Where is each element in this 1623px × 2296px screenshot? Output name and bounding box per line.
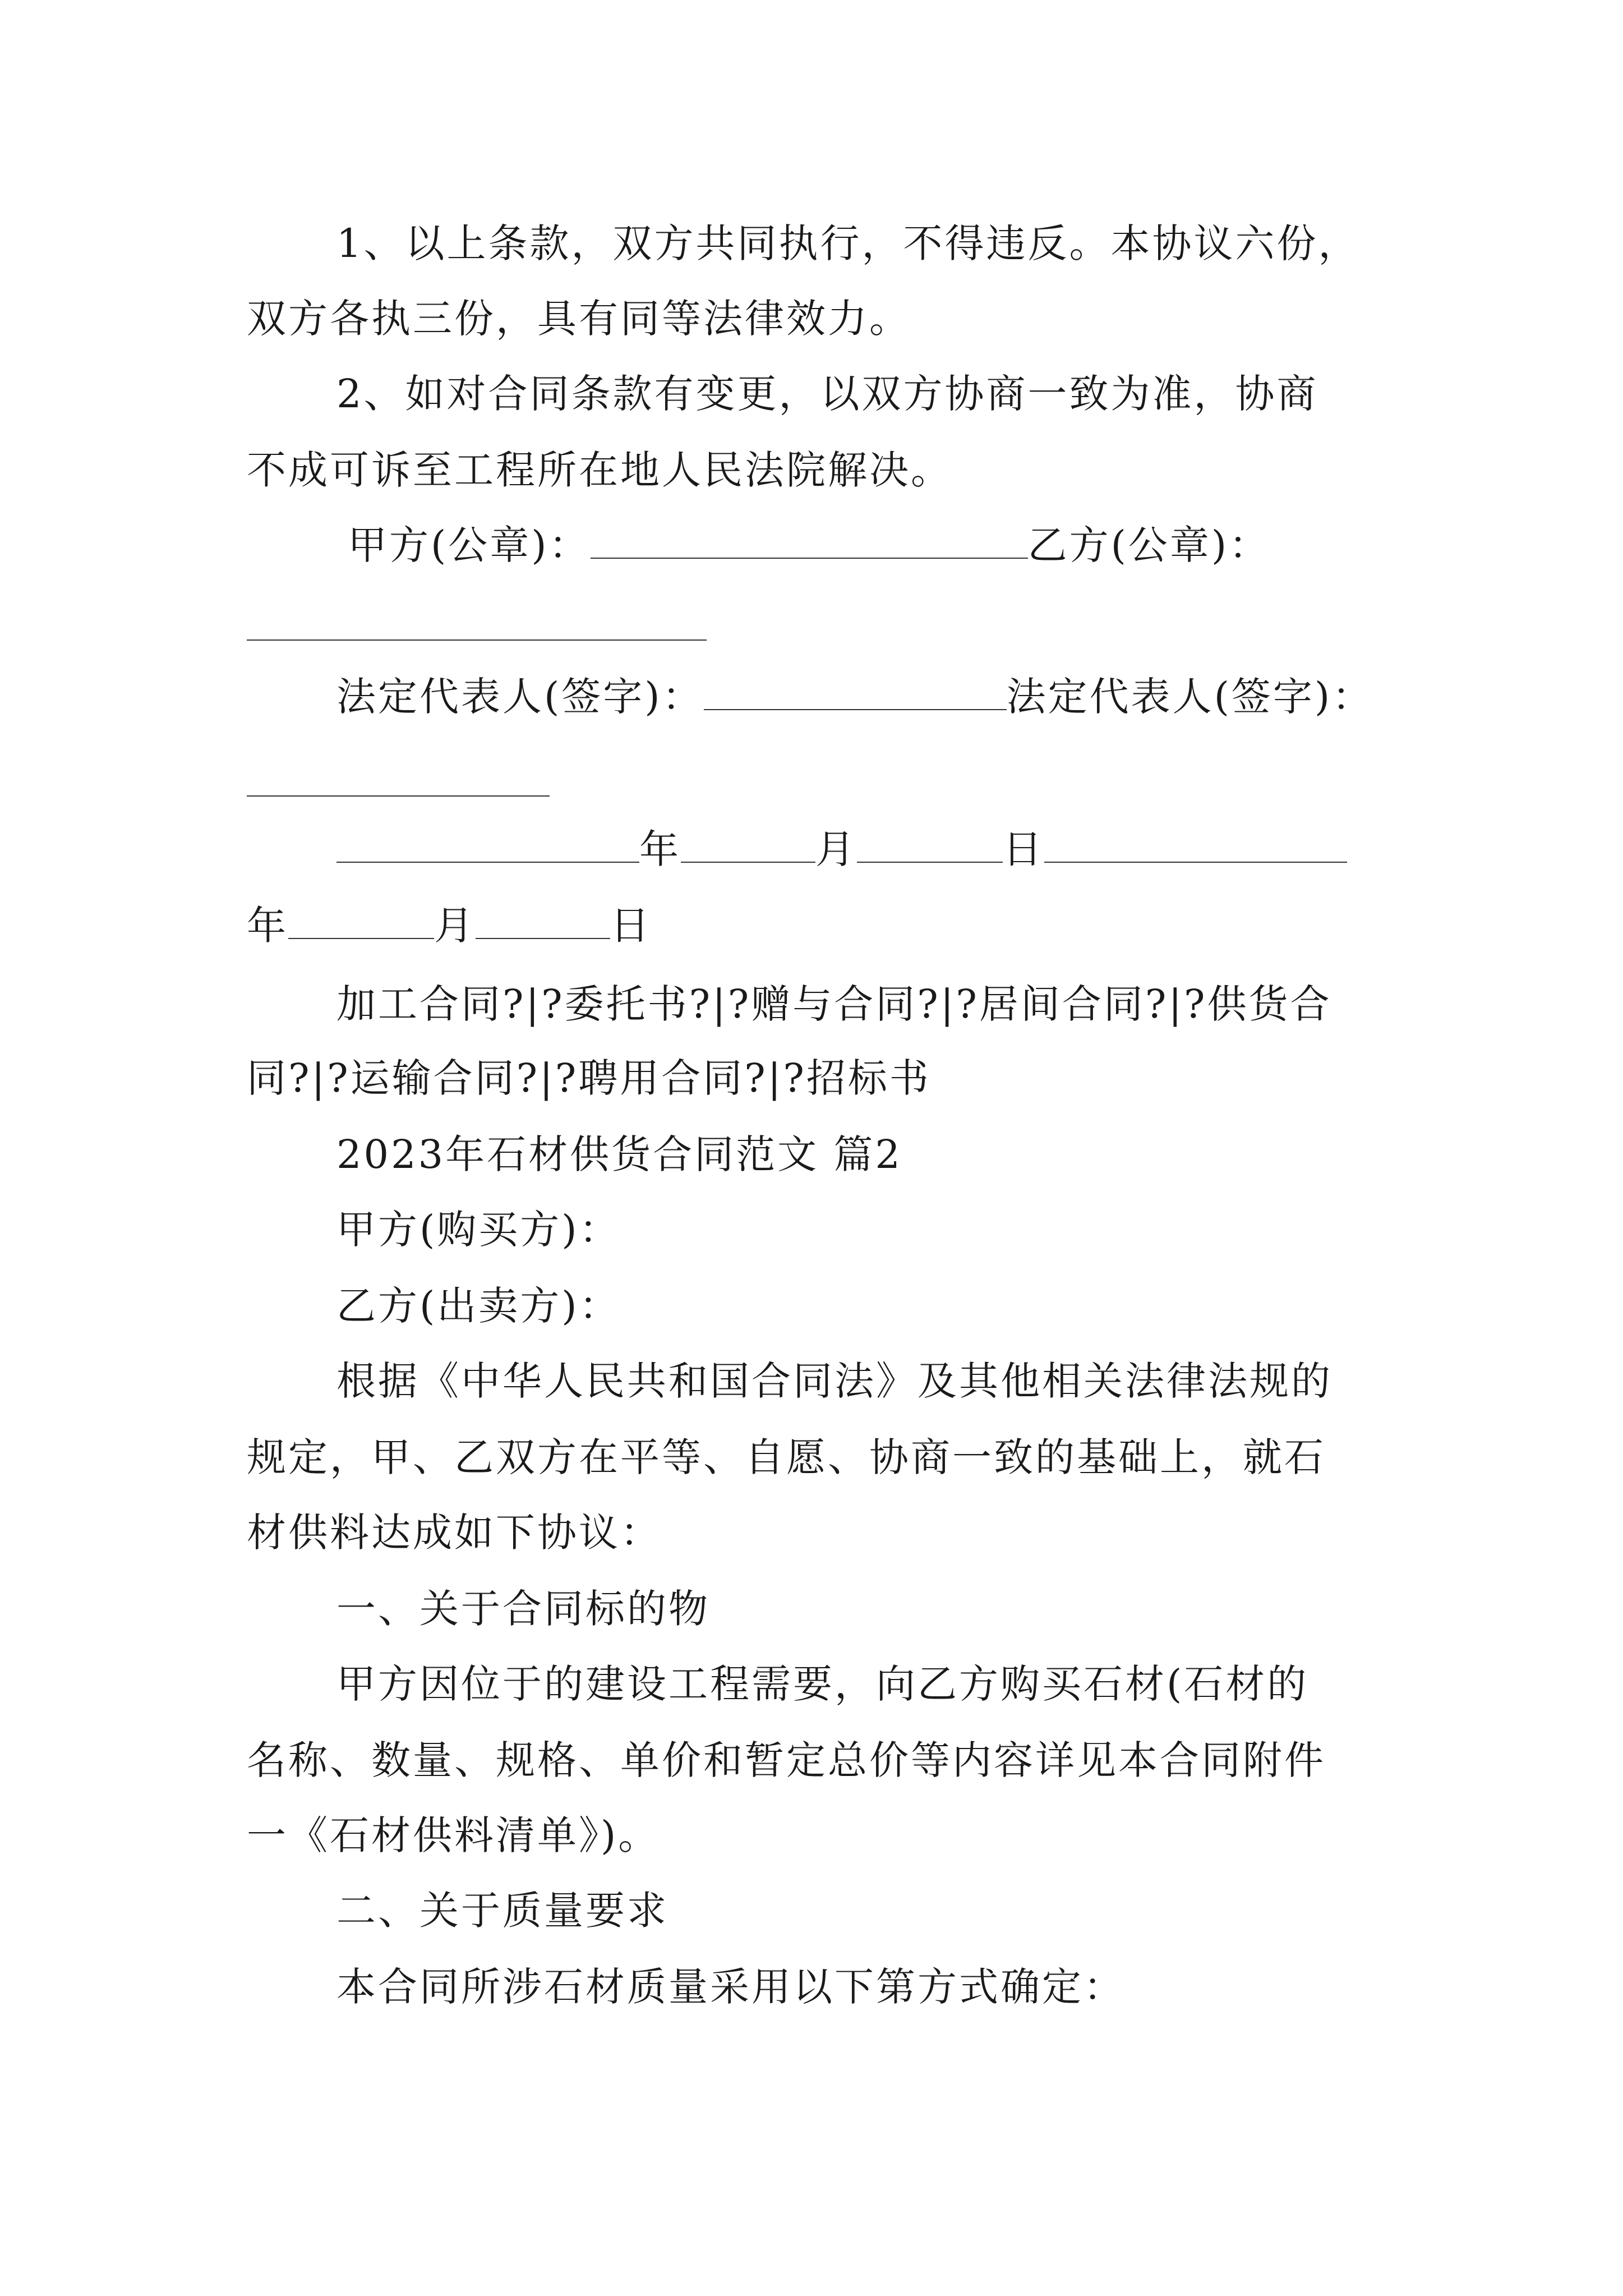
date-line-2 xyxy=(247,902,652,949)
signature-line-seal xyxy=(348,522,1270,569)
party-a-seal-label: 甲方(公章)： xyxy=(348,522,591,568)
year-label-b: 年 xyxy=(247,903,288,949)
section-2-title: 二、关于质量要求 xyxy=(336,1888,668,1934)
year-label-a: 年 xyxy=(639,826,681,872)
paragraph-3-line-2: 规定，甲、乙双方在平等、自愿、协商一致的基础上，就石 xyxy=(247,1434,1326,1480)
month-label-a: 月 xyxy=(815,826,857,872)
paragraph-5-line-1: 本合同所涉石材质量采用以下第方式确定： xyxy=(336,1964,1125,2010)
year-blank-a xyxy=(336,828,639,863)
date-line-1 xyxy=(336,826,1347,873)
paragraph-1-line-2: 双方各执三份，具有同等法律效力。 xyxy=(247,296,911,342)
party-a-buyer: 甲方(购买方)： xyxy=(336,1207,621,1253)
party-a-rep-blank xyxy=(704,675,1007,710)
paragraph-4-line-3: 一《石材供料清单》)。 xyxy=(247,1812,660,1858)
paragraph-2-line-1: 2、如对合同条款有变更，以双方协商一致为准，协商 xyxy=(336,371,1318,417)
paragraph-3-line-3: 材供料达成如下协议： xyxy=(247,1510,662,1556)
month-blank-b xyxy=(288,904,434,939)
paragraph-1-line-1: 1、以上条款，双方共同执行，不得违反。本协议六份， xyxy=(336,220,1360,266)
paragraph-3-line-1: 根据《中华人民共和国合同法》及其他相关法律法规的 xyxy=(336,1358,1332,1404)
paragraph-2-line-2: 不成可诉至工程所在地人民法院解决。 xyxy=(247,447,952,493)
related-links-line-2: 同?|?运输合同?|?聘用合同?|?招标书 xyxy=(247,1055,931,1101)
party-b-rep-blank xyxy=(247,795,550,797)
related-links-line-1: 加工合同?|?委托书?|?赠与合同?|?居间合同?|?供货合 xyxy=(336,981,1332,1027)
party-b-seal-label: 乙方(公章)： xyxy=(1027,522,1271,568)
party-b-seal-blank xyxy=(247,639,707,641)
year-blank-b xyxy=(1044,828,1347,863)
paragraph-4-line-1: 甲方因位于的建设工程需要，向乙方购买石材(石材的 xyxy=(336,1661,1309,1707)
day-label-a: 日 xyxy=(1003,826,1044,872)
day-label-b: 日 xyxy=(610,903,652,949)
day-blank-a xyxy=(857,828,1003,863)
day-blank-b xyxy=(476,904,610,939)
section-1-title: 一、关于合同标的物 xyxy=(336,1586,710,1632)
party-a-rep-label: 法定代表人(签字)： xyxy=(336,674,704,720)
party-a-seal-blank xyxy=(591,524,1028,559)
party-b-seller: 乙方(出卖方)： xyxy=(336,1283,621,1329)
month-blank-a xyxy=(681,828,815,863)
paragraph-4-line-2: 名称、数量、规格、单价和暂定总价等内容详见本合同附件 xyxy=(247,1737,1326,1783)
party-b-rep-label: 法定代表人(签字)： xyxy=(1006,674,1374,720)
month-label-b: 月 xyxy=(434,903,476,949)
section-heading: 2023年石材供货合同范文 篇2 xyxy=(336,1131,902,1177)
signature-line-representative xyxy=(336,673,1373,720)
